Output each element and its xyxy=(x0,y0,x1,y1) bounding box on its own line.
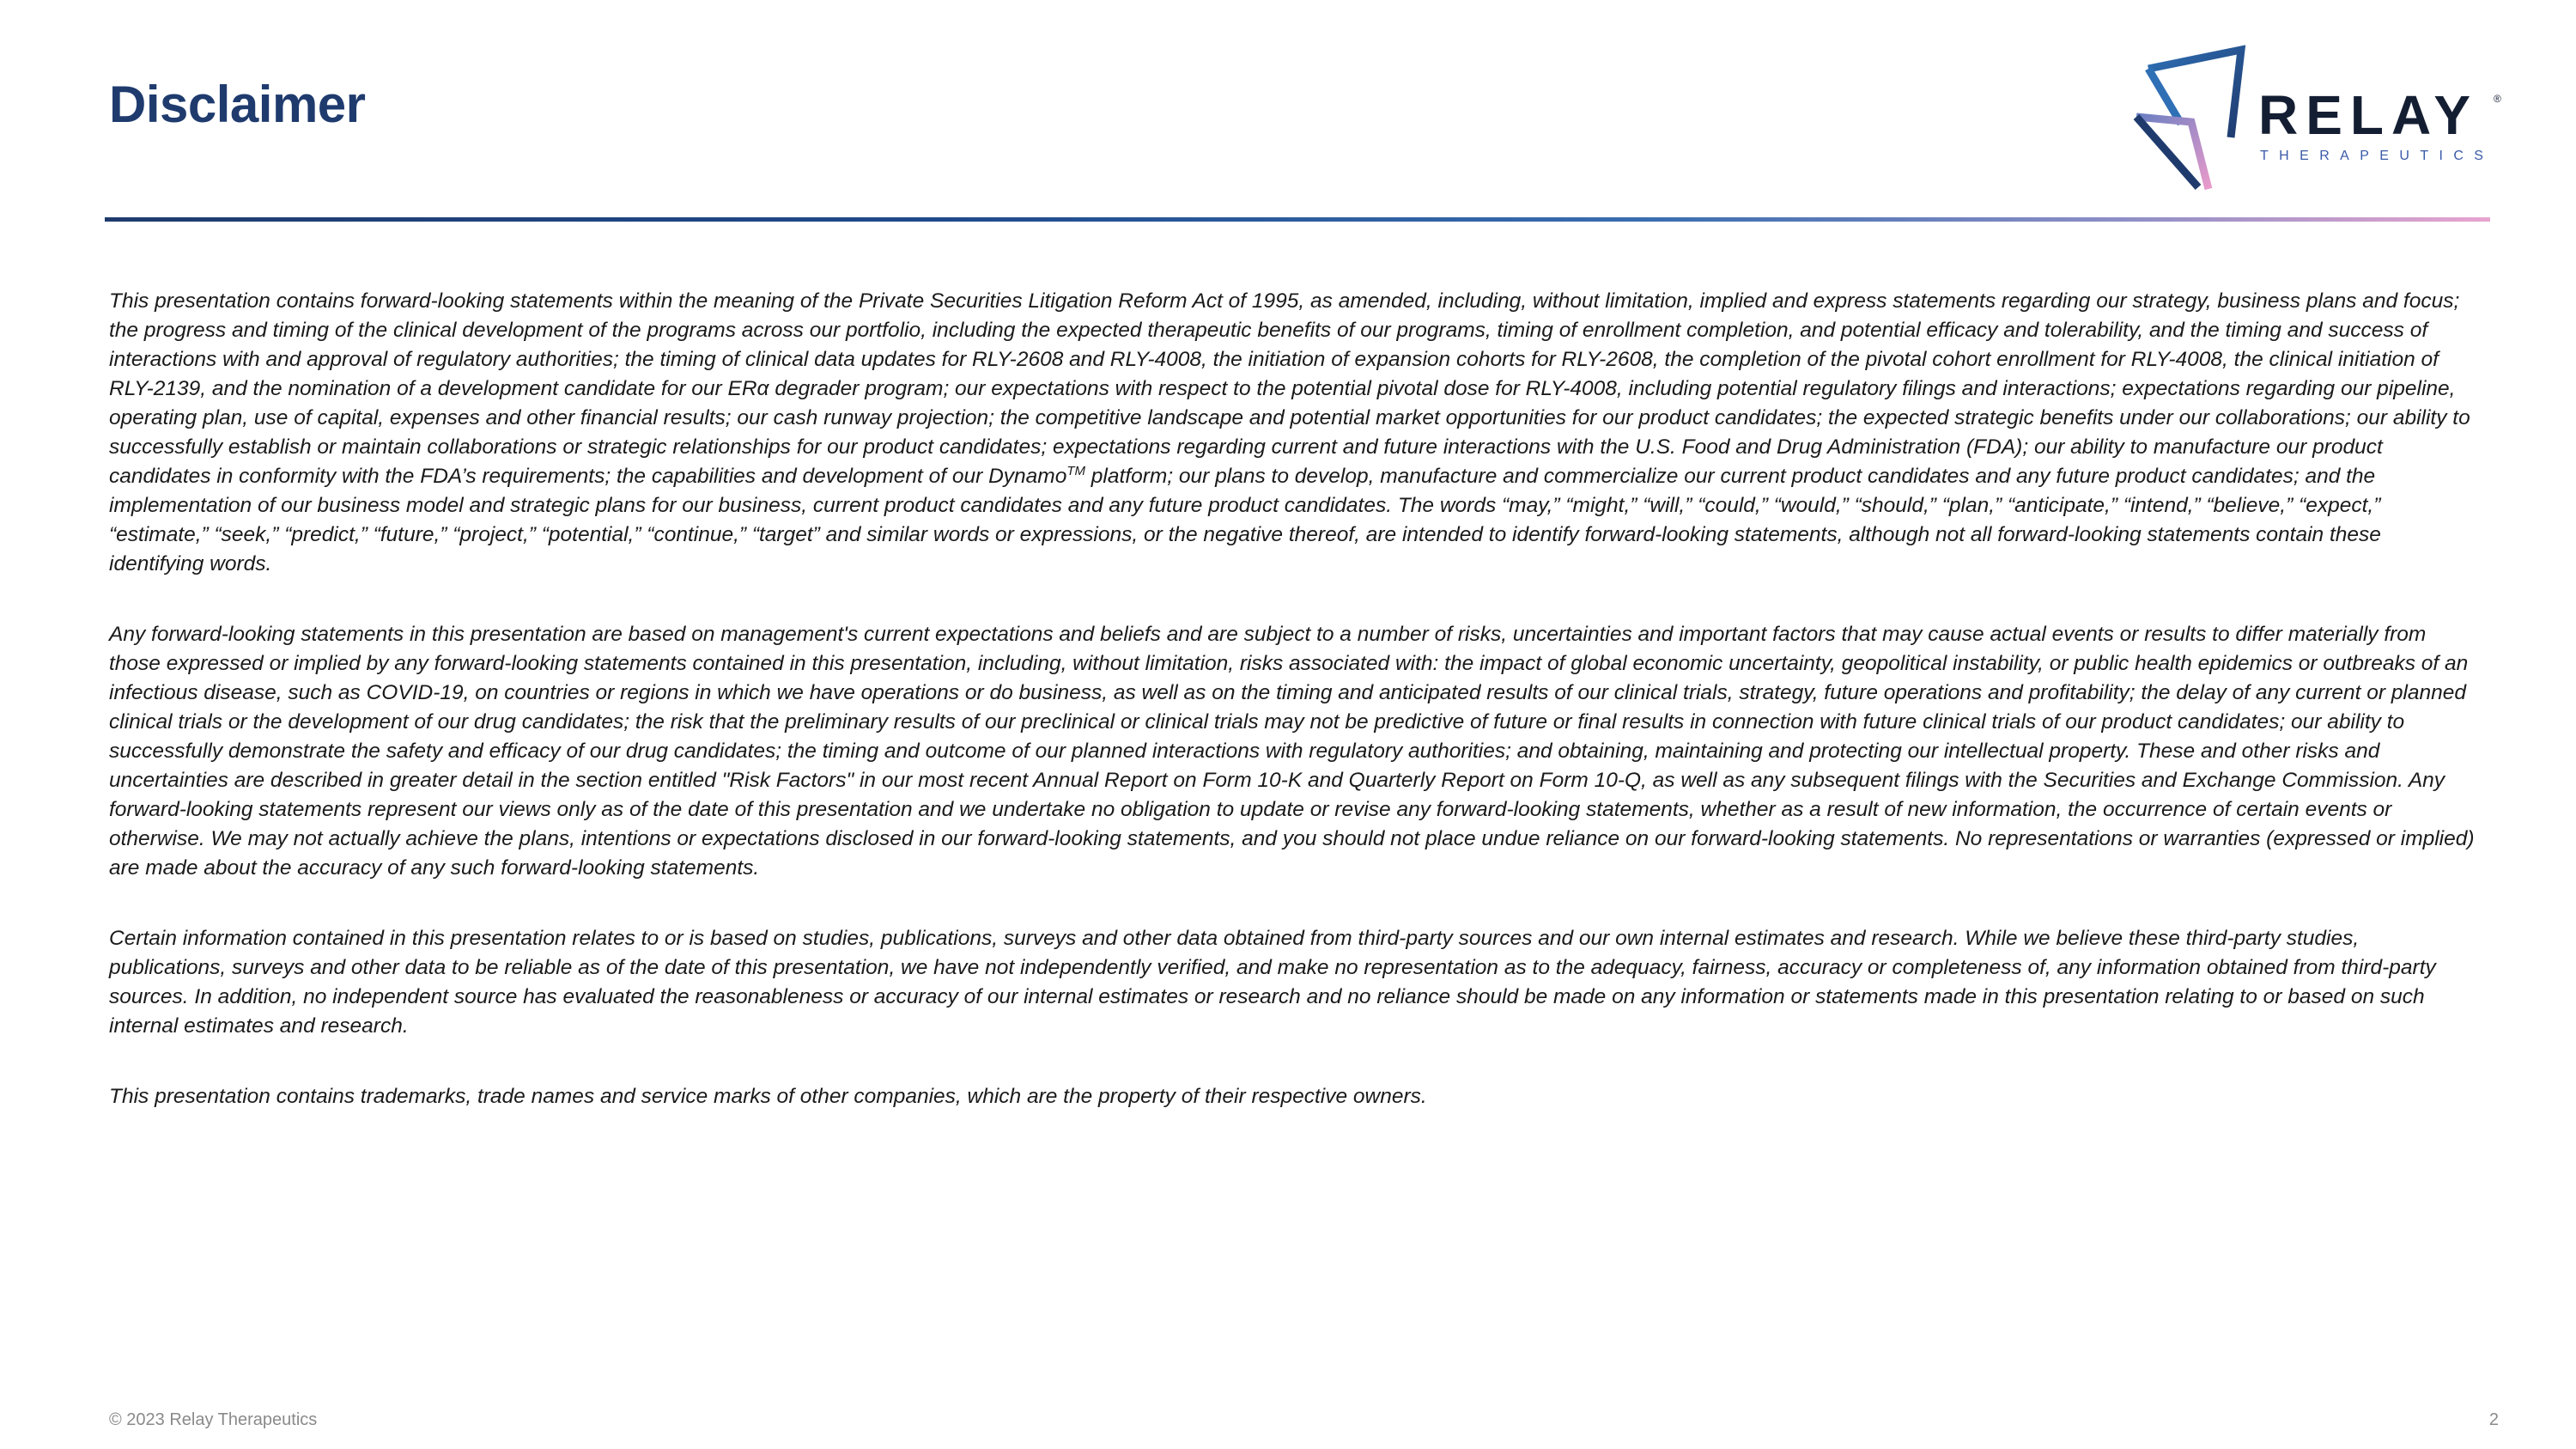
logo-registered-mark: ® xyxy=(2494,93,2501,105)
header-divider xyxy=(105,217,2490,222)
logo-subtitle: THERAPEUTICS xyxy=(2260,149,2494,163)
page-number: 2 xyxy=(2488,1410,2499,1429)
paragraph-text: platform; our plans to develop, manufacture and commercialize our current product candidates and any future product candidates; and the implementation of our business model and strategic plans for our business, current product candidates and any future product candidates. The words “may,” “might,” “will,” “could,” “would,” “should,” “plan,” “anticipate,” “intend,” “believe,” “expect,” “estimate,” “seek,” “predict,” “future,” “project,” “potential,” “continue,” “target” and similar words or expressions, or the negative thereof, are intended to identify forward-looking statements, although not all forward-looking statements contain these identifying words. xyxy=(109,465,2381,575)
paragraph-forward-looking xyxy=(109,287,2479,579)
paragraph-risks: Any forward-looking statements in this presentation are based on management's current expectations and beliefs and are subject to a number of risks, uncertainties and important factors that may cause actual events or results to differ materially from those expressed or implied by any forward-looking statements contained in this presentation, including, without limitation, risks associated with: the impact of global economic uncertainty, geopolitical instability, or public health epidemics or outbreaks of an infectious disease, such as COVID-19, on countries or regions in which we have operations or do business, as well as on the timing and anticipated results of our clinical trials, strategy, future operations and profitability; the delay of any current or planned clinical trials or the development of our drug candidates; the risk that the preliminary results of our preclinical or clinical trials may not be predictive of future or final results in connection with future clinical trials of our product candidates; our ability to successfully demonstrate the safety and efficacy of our drug candidates; the timing and outcome of our planned interactions with regulatory authorities; and obtaining, maintaining and protecting our intellectual property. These and other risks and uncertainties are described in greater detail in the section entitled "Risk Factors" in our most recent Annual Report on Form 10-K and Quarterly Report on Form 10-Q, as well as any subsequent filings with the Securities and Exchange Commission. Any forward-looking statements represent our views only as of the date of this presentation and we undertake no obligation to update or revise any forward-looking statements, whether as a result of new information, the occurrence of certain events or otherwise. We may not actually achieve the plans, intentions or expectations disclosed in our forward-looking statements, and you should not place undue reliance on our forward-looking statements. No representations or warranties (expressed or implied) are made about the accuracy of any such forward-looking statements. xyxy=(109,623,2475,880)
disclaimer-body xyxy=(109,287,2479,1153)
company-logo xyxy=(2129,43,2507,198)
page-title: Disclaimer xyxy=(109,76,366,133)
footer-copyright: © 2023 Relay Therapeutics xyxy=(109,1410,318,1429)
paragraph-trademarks: This presentation contains trademarks, trade names and service marks of other companies, which are the property of their respective owners. xyxy=(109,1085,1427,1108)
relay-bolt-icon xyxy=(2129,43,2250,198)
paragraph-text: This presentation contains forward-looking statements within the meaning of the Private Securities Litigation Reform Act of 1995, as amended, including, without limitation, implied and express statements regarding our strategy, business plans and focus; the progress and timing of the clinical development of the programs across our portfolio, including the expected therapeutic benefits of our programs, timing of enrollment completion, and potential efficacy and tolerability, and the timing and success of interactions with and approval of regulatory authorities; the timing of clinical data updates for RLY-2608 and RLY-4008, the initiation of expansion cohorts for RLY-2608, the completion of the pivotal cohort enrollment for RLY-4008, the clinical initiation of RLY-2139, and the nomination of a development candidate for our ERα degrader program; our expectations with respect to the potential pivotal dose for RLY-4008, including potential regulatory filings and interactions; expectations regarding our pipeline, operating plan, use of capital, expenses and other financial results; our cash runway projection; the competitive landscape and potential market opportunities for our product candidates; the expected strategic benefits under our collaborations; our ability to successfully establish or maintain collaborations or strategic relationships for our product candidates; expectations regarding current and future interactions with the U.S. Food and Drug Administration (FDA); our ability to manufacture our product candidates in conformity with the FDA’s requirements; the capabilities and development of our Dynamo xyxy=(109,289,2470,488)
logo-wordmark: RELAY xyxy=(2258,84,2479,146)
paragraph-third-party: Certain information contained in this presentation relates to or is based on studies, publications, surveys and other data obtained from third-party sources and our own internal estimates and research. While we believe these third-party studies, publications, surveys and other data to be reliable as of the date of this presentation, we have not independently verified, and make no representation as to the adequacy, fairness, accuracy or completeness of, any information obtained from third-party sources. In addition, no independent source has evaluated the reasonableness or accuracy of our internal estimates or research and no reliance should be made on any information or statements made in this presentation relating to or based on such internal estimates and research. xyxy=(109,927,2436,1038)
trademark-superscript: TM xyxy=(1066,463,1085,478)
